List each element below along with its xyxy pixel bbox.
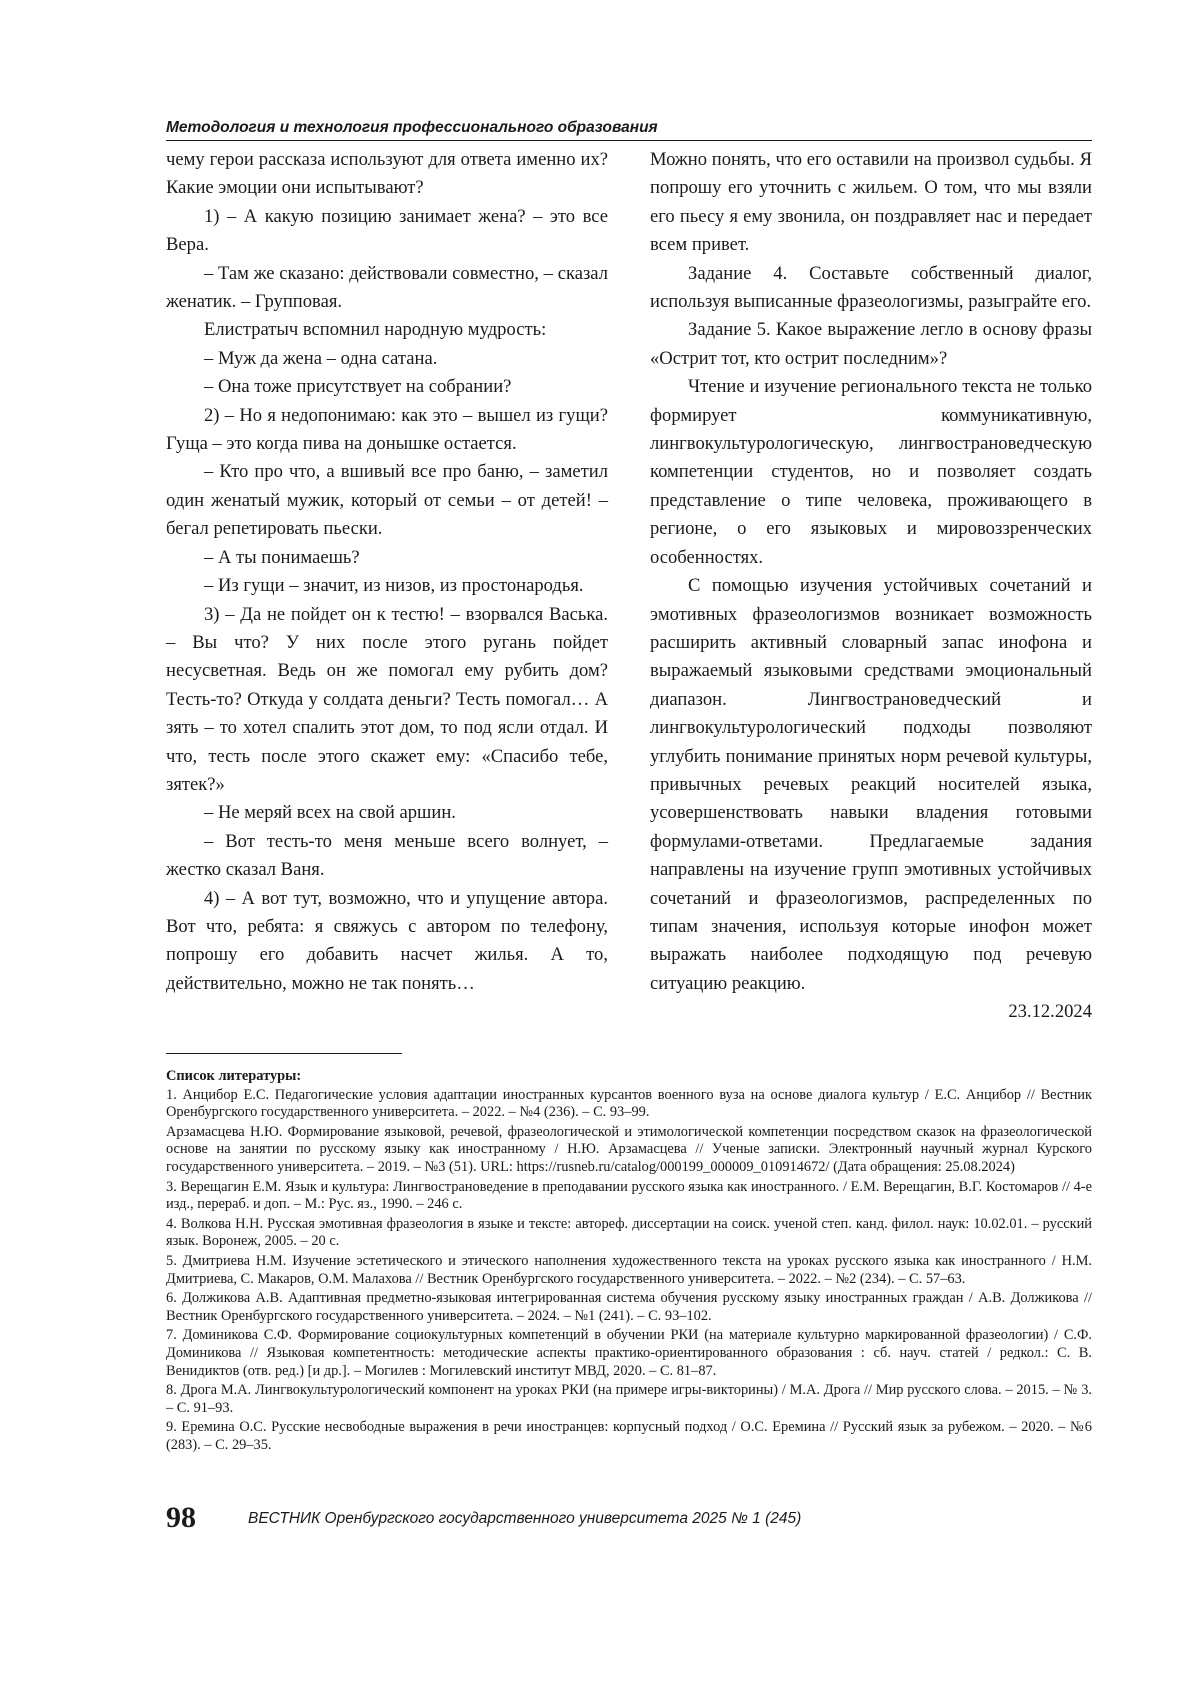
paragraph: – Она тоже присутствует на собрании?: [204, 376, 512, 398]
page-footer: [166, 1498, 1092, 1538]
reference-item: 3. Верещагин Е.М. Язык и культура: Лингвострановедение в преподавании русского языка как иностранного. / Е.М. Верещагин, В.Г. Костомаров // 4-е изд., перераб. и доп. – М.: Рус. яз., 1990. – 246 с.: [166, 1178, 1092, 1213]
paragraph: Можно понять, что его оставили на произвол судьбы. Я попрошу его уточнить с жильем. О том, что мы взяли его пьесу я ему звонила, он поздравляет нас и передает всем привет.: [650, 149, 1092, 256]
references-section: [166, 1068, 1092, 1456]
paragraph: 4) – А вот тут, возможно, что и упущение автора. Вот что, ребята: я свяжусь с автором по телефону, попрошу его добавить насчет жилья. А то, действительно, можно не так понять…: [166, 887, 608, 994]
paragraph: – Из гущи – значит, из низов, из простонародья.: [204, 575, 584, 597]
paragraph: 3) – Да не пойдет он к тестю! – взорвался Васька. – Вы что? У них после этого ругань пойдет несусветная. Ведь он же помогал ему рубить дом? Тесть-то? Откуда у солдата деньги? Тесть помогал… А зять – то хотел спалить этот дом, то под ясли отдал. И что, тесть после этого скажет ему: «Спасибо тебе, зятек?»: [166, 603, 608, 795]
references-list: [166, 1087, 1092, 1455]
page-number: 98: [166, 1501, 196, 1534]
references-title: Список литературы:: [166, 1068, 302, 1084]
paragraph: чему герои рассказа используют для ответа именно их? Какие эмоции они испытывают?: [166, 149, 608, 199]
paragraph: 2) – Но я недопонимаю: как это – вышел из гущи? Гуща – это когда пива на донышке остается.: [166, 404, 608, 455]
paragraph: – Вот тесть-то меня меньше всего волнует, – жестко сказал Ваня.: [166, 830, 608, 881]
article-date: 23.12.2024: [1008, 1001, 1092, 1023]
paragraph: С помощью изучения устойчивых сочетаний и эмотивных фразеологизмов возникает возможность расширить активный словарный запас инофона и выражаемый языковыми средствами эмоциональный диапазон. Лингвострановедческий и лингвокультурологический подходы позволяют углубить понимание принятых норм речевой культуры, привычных речевых реакций носителей языка, усовершенствовать навыки владения готовыми формулами-ответами. Предлагаемые задания направлены на изучение групп эмотивных устойчивых сочетаний и фразеологизмов, распределенных по типам значения, используя которые инофон может выражать наиболее подходящую под речевую ситуацию реакцию.: [650, 575, 1092, 994]
paragraph: Задание 4. Составьте собственный диалог, используя выписанные фразеологизмы, разыграйте его.: [650, 262, 1092, 313]
reference-item: 8. Дрога М.А. Лингвокультурологический компонент на уроках РКИ (на примере игры-викторины) / М.А. Дрога // Мир русского слова. – 2015. – № 3. – С. 91–93.: [166, 1382, 1092, 1416]
paragraph: Чтение и изучение регионального текста не только формирует коммуникативную, лингвокультурологическую, лингвострановедческую компетенции студентов, но и позволяет создать представление о типе человека, проживающего в регионе, о его языковых и мировоззренческих особенностях.: [650, 376, 1092, 568]
paragraph: – Кто про что, а вшивый все про баню, – заметил один женатый мужик, который от семьи – от детей! – бегал репетировать пьески.: [166, 461, 608, 540]
paragraph: – Муж да жена – одна сатана.: [204, 347, 438, 369]
right-column: [650, 146, 1092, 1027]
paragraph: – Там же сказано: действовали совместно, – сказал женатик. – Групповая.: [166, 262, 608, 313]
paragraph: Елистратыч вспомнил народную мудрость:: [204, 319, 547, 341]
references-divider: [166, 1053, 402, 1054]
paragraph: 1) – А какую позицию занимает жена? – это все Вера.: [166, 205, 608, 256]
reference-item: 7. Доминикова С.Ф. Формирование социокультурных компетенций в обучении РКИ (на материале культурно маркированной фразеологии) / С.Ф. Доминикова // Языковая компетентность: методические аспекты практико-ориентированного образования : сб. науч. статей / редкол.: С. В. Венидиктов (отв. ред.) [и др.]. – Могилев : Могилевский институт МВД, 2020. – С. 81–87.: [166, 1327, 1092, 1379]
journal-title: ВЕСТНИК Оренбургского государственного университета 2025 № 1 (245): [248, 1510, 802, 1527]
reference-item: 5. Дмитриева Н.М. Изучение эстетического и этического наполнения художественного текста на уроках русского языка как иностранного / Н.М. Дмитриева, С. Макаров, О.М. Малахова // Вестник Оренбургского государственного университета. – 2022. – №2 (234). – С. 57–63.: [166, 1252, 1092, 1287]
paragraph: Задание 5. Какое выражение легло в основу фразы «Острит тот, кто острит последним»?: [650, 319, 1092, 369]
running-title: Методология и технология профессионального образования: [166, 116, 1092, 141]
reference-item: Арзамасцева Н.Ю. Формирование языковой, речевой, фразеологической и этимологической компетенции посредством сказок на фразеологической основе на занятии по русскому языку как иностранному / Н.Ю. Арзамасцева // Ученые записки. Электронный научный журнал Курского государственного университета. – 2019. – №3 (51). URL: https://rusneb.ru/catalog/000199_000009_010914672/ (Дата обращения: 25.08.2024): [166, 1123, 1092, 1175]
reference-item: 4. Волкова Н.Н. Русская эмотивная фразеология в языке и тексте: автореф. диссертации на соиск. ученой степ. канд. филол. наук: 10.02.01. – русский язык. Воронеж, 2005. – 20 с.: [166, 1215, 1092, 1250]
paragraph: – Не меряй всех на свой аршин.: [204, 802, 456, 824]
paragraph: – А ты понимаешь?: [204, 546, 360, 568]
reference-item: 9. Еремина О.С. Русские несвободные выражения в речи иностранцев: корпусный подход / О.С. Еремина // Русский язык за рубежом. – 2020. – №6 (283). – С. 29–35.: [166, 1419, 1092, 1453]
reference-item: 6. Должикова А.В. Адаптивная предметно-языковая интегрированная система обучения русскому языку иностранных граждан / А.В. Должикова // Вестник Оренбургского государственного университета. – 2024. – №1 (241). – С. 93–102.: [166, 1290, 1092, 1324]
left-column: [166, 146, 608, 998]
reference-item: 1. Анцибор Е.С. Педагогические условия адаптации иностранных курсантов военного вуза на основе диалога культур / Е.С. Анцибор // Вестник Оренбургского государственного университета. – 2022. – №4 (236). – С. 93–99.: [166, 1086, 1092, 1121]
